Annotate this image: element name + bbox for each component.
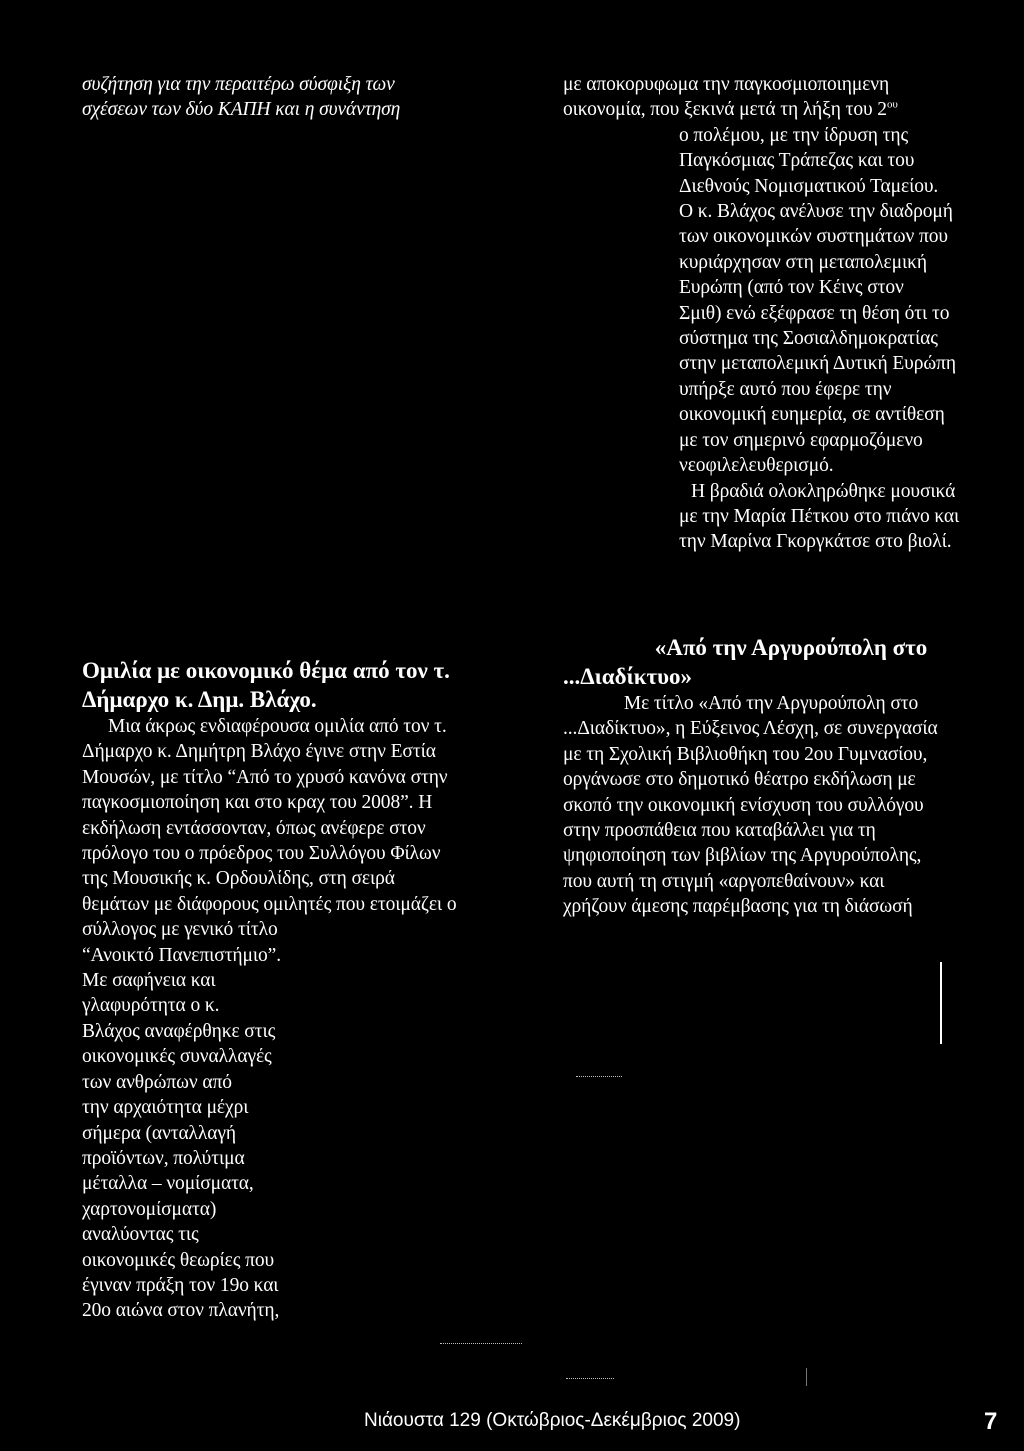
dotted-rule xyxy=(566,1378,614,1379)
text-line: κυριάρχησαν στη μεταπολεμική xyxy=(679,251,927,273)
text-line: Ευρώπη (από τον Κέινς στον xyxy=(679,277,904,299)
article-title-line: Δήμαρχο κ. Δημ. Βλάχο. xyxy=(82,687,317,712)
text-line: ο πολέμου, με την ίδρυση της xyxy=(679,124,909,146)
text-line: ψηφιοποίηση των βιβλίων της Αργυρούπολης, xyxy=(563,845,922,867)
text-line: σύστημα της Σοσιαλδημοκρατίας xyxy=(679,328,938,350)
left-top-text xyxy=(82,72,400,123)
text-line: Η βραδιά ολοκληρώθηκε μουσικά xyxy=(691,480,956,502)
text-fragment: οικονομία, που ξεκινά μετά τη λήξη του 2 xyxy=(563,99,887,121)
text-line: με την Μαρία Πέτκου στο πιάνο και xyxy=(679,505,960,527)
text-line: οικονομική ευημερία, σε αντίθεση xyxy=(679,404,945,426)
text-line: συζήτηση για την περαιτέρω σύσφιξη των xyxy=(82,74,395,95)
text-line: χρήζουν άμεσης παρέμβασης για τη διάσωσή xyxy=(563,896,913,918)
page-number: 7 xyxy=(984,1408,998,1435)
footer-publication: Νιάουστα 129 (Οκτώβριος-Δεκέμβριος 2009) xyxy=(364,1410,741,1431)
text-line: Δήμαρχο κ. Δημήτρη Βλάχο έγινε στην Εστία xyxy=(82,741,436,763)
text-line: νεοφιλελευθερισμό. xyxy=(679,455,834,477)
text-line: 20ο αιώνα στον πλανήτη, xyxy=(82,1300,280,1322)
text-line: Ο κ. Βλάχος ανέλυσε την διαδρομή xyxy=(679,201,953,223)
text-line: θεμάτων με διάφορους ομιλητές που ετοιμάζει ο xyxy=(82,893,457,915)
text-line: στην μεταπολεμική Δυτική Ευρώπη xyxy=(679,353,956,375)
text-line: Διεθνούς Νομισματικού Ταμείου. xyxy=(679,175,939,197)
text-line: Σμιθ) ενώ εξέφρασε τη θέση ότι το xyxy=(679,302,950,324)
text-line: την αρχαιότητα μέχρι xyxy=(82,1097,249,1119)
text-line: παγκοσμιοποίηση και στο κραχ του 2008”. Η xyxy=(82,792,433,814)
text-line: πρόλογο του ο πρόεδρος του Συλλόγου Φίλων xyxy=(82,843,441,865)
text-line: στην προσπάθεια που καταβάλλει για τη xyxy=(563,820,876,842)
text-line: Με σαφήνεια και xyxy=(82,970,216,992)
text-line: υπήρξε αυτό που έφερε την xyxy=(679,378,892,400)
text-line: την Μαρίνα Γκοργκάτσε στο βιολί. xyxy=(679,531,952,553)
text-line: σχέσεων των δύο ΚΑΠΗ και η συνάντηση xyxy=(82,99,401,121)
text-line: εκδήλωση εντάσσονταν, όπως ανέφερε στον xyxy=(82,817,426,839)
text-line: “Ανοικτό Πανεπιστήμιο”. xyxy=(82,944,282,966)
text-line: γλαφυρότητα ο κ. xyxy=(82,995,220,1017)
text-line: της Μουσικής κ. Ορδουλίδης, στη σειρά xyxy=(82,868,395,890)
text-line: Μουσών, με τίτλο “Από το χρυσό κανόνα στην xyxy=(82,766,448,788)
text-line: Μια άκρως ενδιαφέρουσα ομιλία από τον τ. xyxy=(108,716,447,737)
text-line: των ανθρώπων από xyxy=(82,1071,232,1093)
right-article xyxy=(563,633,1003,920)
text-line: με τη Σχολική Βιβλιοθήκη του 2ου Γυμνασίου, xyxy=(563,743,928,765)
text-line: οικονομικές συναλλαγές xyxy=(82,1046,272,1068)
article-title-line: «Από την Αργυρούπολη στο xyxy=(654,635,928,660)
text-line: με τον σημερινό εφαρμοζόμενο xyxy=(679,429,923,451)
text-line: οργάνωσε στο δημοτικό θέατρο εκδήλωση με xyxy=(563,769,916,791)
vertical-rule xyxy=(806,1368,807,1386)
text-line xyxy=(563,97,959,122)
text-line: ...Διαδίκτυο», η Εύξεινος Λέσχη, σε συνεργασία xyxy=(563,718,938,740)
vertical-rule xyxy=(940,962,942,1044)
left-article xyxy=(82,656,456,1324)
text-line: Με τίτλο «Από την Αργυρούπολη στο xyxy=(623,693,919,714)
article-title-line: ...Διαδίκτυο» xyxy=(563,664,693,689)
text-line: χαρτονομίσματα) xyxy=(82,1198,217,1220)
text-line: Παγκόσμιας Τράπεζας και του xyxy=(679,150,915,172)
right-top-text xyxy=(563,72,959,555)
text-line: σκοπό την οικονομική ενίσχυση του συλλόγου xyxy=(563,794,924,816)
superscript: ου xyxy=(886,98,898,111)
text-line: έγιναν πράξη τον 19ο και xyxy=(82,1274,279,1296)
text-line: που αυτή τη στιγμή «αργοπεθαίνουν» και xyxy=(563,870,885,892)
text-line: οικονομικές θεωρίες που xyxy=(82,1249,275,1271)
text-line: των οικονομικών συστημάτων που xyxy=(679,226,948,248)
article-title-line: Ομιλία με οικονομικό θέμα από τον τ. xyxy=(82,658,450,683)
text-line: με αποκορυφωμα την παγκοσμιοποιημενη xyxy=(563,74,890,95)
dotted-rule xyxy=(576,1076,622,1077)
text-line: προϊόντων, πολύτιμα xyxy=(82,1147,245,1169)
text-line: Βλάχος αναφέρθηκε στις xyxy=(82,1020,276,1042)
dotted-rule xyxy=(440,1343,522,1344)
text-line: σήμερα (ανταλλαγή xyxy=(82,1122,236,1144)
text-line: σύλλογος με γενικό τίτλο xyxy=(82,919,278,941)
text-line: αναλύοντας τις xyxy=(82,1224,199,1246)
text-line: μέταλλα – νομίσματα, xyxy=(82,1173,254,1195)
